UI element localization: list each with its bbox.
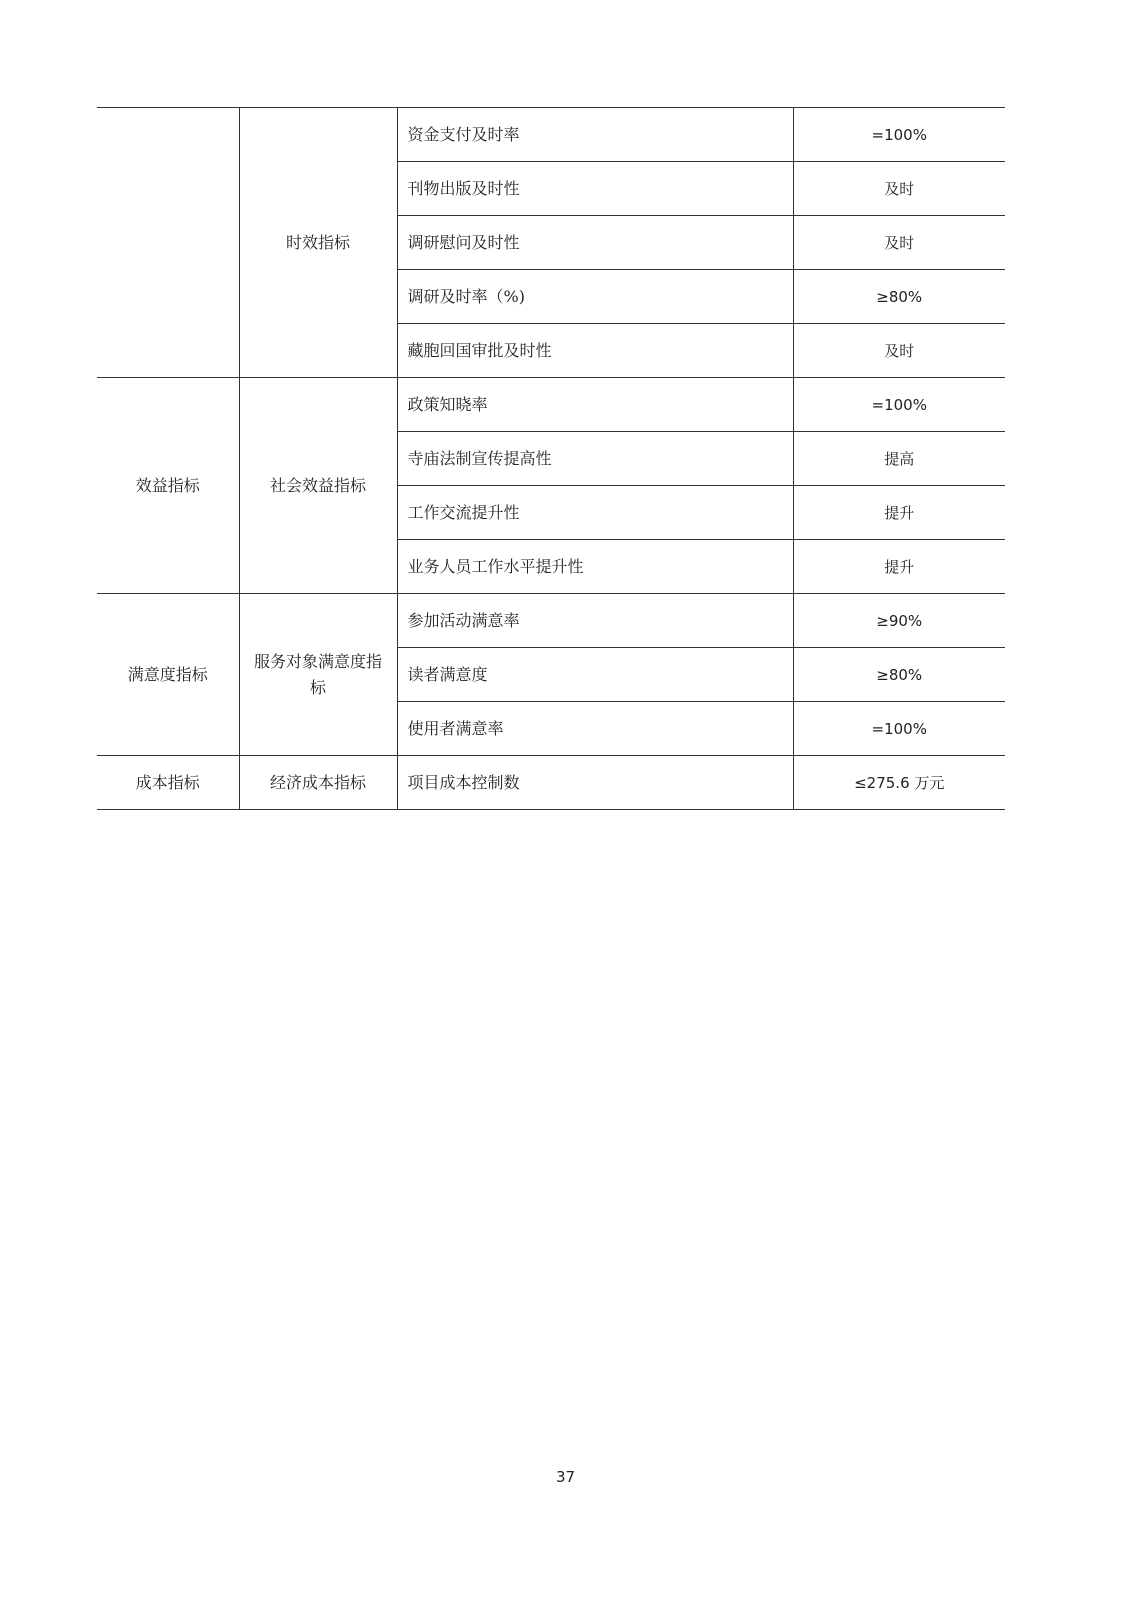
indicator-value-cell: 及时 [793,324,1005,378]
level3-indicator-cell: 政策知晓率 [397,378,793,432]
level1-indicator-cell: 效益指标 [97,378,239,594]
level3-indicator-cell: 刊物出版及时性 [397,162,793,216]
indicator-value-cell: ≥80% [793,648,1005,702]
performance-indicator-table [97,107,1005,810]
indicator-value-cell: 提升 [793,486,1005,540]
indicator-value-cell: ≤275.6 万元 [793,756,1005,810]
indicator-value-cell: 及时 [793,162,1005,216]
level1-indicator-cell: 成本指标 [97,756,239,810]
indicator-value-cell: =100% [793,702,1005,756]
indicator-value-cell: 提升 [793,540,1005,594]
level2-indicator-cell: 经济成本指标 [239,756,397,810]
page-number: 37 [555,1468,576,1486]
table-row [97,108,1005,162]
level3-indicator-cell: 读者满意度 [397,648,793,702]
level3-indicator-cell: 藏胞回国审批及时性 [397,324,793,378]
level3-indicator-cell: 资金支付及时率 [397,108,793,162]
indicator-value-cell: ≥90% [793,594,1005,648]
table-row [97,378,1005,432]
level2-indicator-cell: 社会效益指标 [239,378,397,594]
indicator-value-cell: 及时 [793,216,1005,270]
level2-indicator-cell: 时效指标 [239,108,397,378]
level2-indicator-cell: 服务对象满意度指标 [239,594,397,756]
level3-indicator-cell: 调研及时率（%) [397,270,793,324]
level3-indicator-cell: 调研慰问及时性 [397,216,793,270]
table-row [97,756,1005,810]
level1-indicator-cell [97,108,239,378]
level3-indicator-cell: 参加活动满意率 [397,594,793,648]
level3-indicator-cell: 使用者满意率 [397,702,793,756]
indicator-value-cell: =100% [793,378,1005,432]
indicator-value-cell: 提高 [793,432,1005,486]
level1-indicator-cell: 满意度指标 [97,594,239,756]
level3-indicator-cell: 业务人员工作水平提升性 [397,540,793,594]
indicator-value-cell: =100% [793,108,1005,162]
table-row [97,594,1005,648]
indicator-value-cell: ≥80% [793,270,1005,324]
level3-indicator-cell: 项目成本控制数 [397,756,793,810]
level3-indicator-cell: 工作交流提升性 [397,486,793,540]
level3-indicator-cell: 寺庙法制宣传提高性 [397,432,793,486]
